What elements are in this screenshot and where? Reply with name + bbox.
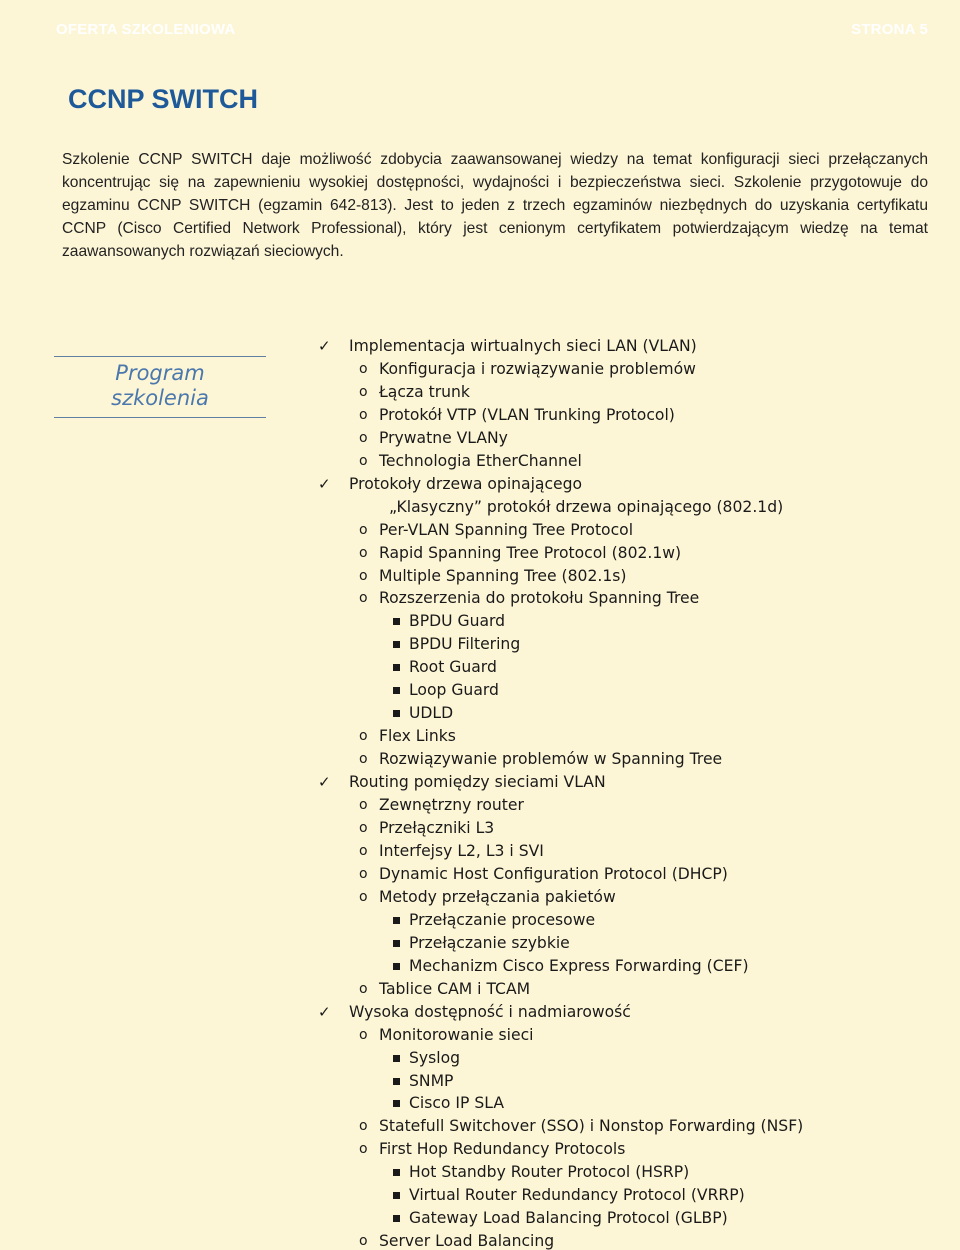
outline-detail xyxy=(318,1161,938,1184)
check-icon: ✓ xyxy=(318,474,331,493)
outline-subtopic xyxy=(318,840,938,863)
outline-item-text: Konfiguracja i rozwiązywanie problemów xyxy=(379,359,696,378)
program-heading xyxy=(54,356,266,418)
outline-item-text: Loop Guard xyxy=(409,681,499,700)
circle-bullet-icon: o xyxy=(359,1026,368,1043)
outline-subtopic xyxy=(318,519,938,542)
circle-bullet-icon: o xyxy=(359,383,368,400)
intro-paragraph: Szkolenie CCNP SWITCH daje możliwość zdobycia zaawansowanej wiedzy na temat konfiguracji sieci przełączanych koncentrując się na zapewnieniu wysokiej dostępności, wydajności i bezpieczeństwa sieci. Szkolenie przygotowuje do egzaminu CCNP SWITCH (egzamin 642-813). Jest to jeden z trzech egzaminów niezbędnych do uzyskania certyfikatu CCNP (Cisco Certified Network Professional), który jest cenionym certyfikatem potwierdzającym wiedzę na temat zaawansowanych rozwiązań sieciowych. xyxy=(62,151,928,260)
outline-subtopic xyxy=(318,542,938,565)
outline-item-text: Protokół VTP (VLAN Trunking Protocol) xyxy=(379,405,675,424)
outline-item-text: Per-VLAN Spanning Tree Protocol xyxy=(379,520,634,539)
outline-item-text: Łącza trunk xyxy=(379,382,470,401)
outline-item-text: Zewnętrzny router xyxy=(379,796,524,815)
outline-detail xyxy=(318,909,938,932)
circle-bullet-icon: o xyxy=(359,980,368,997)
outline-item-text: Gateway Load Balancing Protocol (GLBP) xyxy=(409,1209,728,1228)
outline-item-text: Routing pomiędzy sieciami VLAN xyxy=(349,773,606,792)
outline-item-text: Protokoły drzewa opinającego xyxy=(349,474,583,493)
outline-detail xyxy=(318,702,938,725)
circle-bullet-icon: o xyxy=(359,360,368,377)
circle-bullet-icon: o xyxy=(359,1118,368,1135)
outline-subtopic xyxy=(318,1024,938,1047)
circle-bullet-icon: o xyxy=(359,728,368,745)
outline-detail xyxy=(318,955,938,978)
square-bullet-icon xyxy=(393,664,400,671)
outline-item-text: BPDU Filtering xyxy=(409,635,521,654)
outline-item-text: Przełączanie szybkie xyxy=(409,933,570,952)
outline-detail xyxy=(318,679,938,702)
square-bullet-icon xyxy=(393,1100,400,1107)
outline-subtopic xyxy=(318,1138,938,1161)
outline-item-text: Hot Standby Router Protocol (HSRP) xyxy=(409,1163,690,1182)
square-bullet-icon xyxy=(393,1169,400,1176)
circle-bullet-icon: o xyxy=(359,590,368,607)
outline-item-text: SNMP xyxy=(409,1071,454,1090)
outline-item-text: Rozwiązywanie problemów w Spanning Tree xyxy=(379,750,723,769)
outline-item-text: Rapid Spanning Tree Protocol (802.1w) xyxy=(379,543,682,562)
outline-item-text: Syslog xyxy=(409,1048,461,1067)
square-bullet-icon xyxy=(393,917,400,924)
outline-topic xyxy=(318,1001,938,1024)
outline-subtopic xyxy=(318,358,938,381)
outline-item-text: Technologia EtherChannel xyxy=(379,451,582,470)
outline-detail xyxy=(318,1207,938,1230)
outline-item-text: Implementacja wirtualnych sieci LAN (VLAN) xyxy=(349,337,697,355)
page-header xyxy=(6,6,954,52)
program-heading-line2: szkolenia xyxy=(111,386,209,410)
outline-detail xyxy=(318,656,938,679)
square-bullet-icon xyxy=(393,641,400,648)
circle-bullet-icon: o xyxy=(359,1233,368,1250)
page-title: CCNP SWITCH xyxy=(68,84,259,114)
outline-item-text: Flex Links xyxy=(379,727,456,746)
circle-bullet-icon: o xyxy=(359,544,368,561)
outline-subtopic xyxy=(318,427,938,450)
outline-item-text: Virtual Router Redundancy Protocol (VRRP) xyxy=(409,1186,745,1205)
square-bullet-icon xyxy=(393,710,400,717)
outline-subtopic xyxy=(318,817,938,840)
outline-subtopic xyxy=(318,381,938,404)
outline-topic xyxy=(318,473,938,496)
outline-item-text: Wysoka dostępność i nadmiarowość xyxy=(349,1002,631,1021)
outline-item-text: Root Guard xyxy=(409,658,497,677)
outline-subtopic xyxy=(318,1230,938,1250)
outline-subtopic xyxy=(318,863,938,886)
outline-item-text: Przełączanie procesowe xyxy=(409,910,596,929)
circle-bullet-icon: o xyxy=(359,1141,368,1158)
circle-bullet-icon: o xyxy=(359,865,368,882)
outline-topic xyxy=(318,771,938,794)
circle-bullet-icon: o xyxy=(359,820,368,837)
outline-item-text: „Klasyczny” protokół drzewa opinającego (802.1d) xyxy=(389,497,784,516)
outline-subtopic xyxy=(318,886,938,909)
check-icon: ✓ xyxy=(318,1002,331,1021)
outline-item-text: Statefull Switchover (SSO) i Nonstop Forwarding (NSF) xyxy=(379,1117,804,1136)
outline-topic xyxy=(318,335,938,358)
outline-detail xyxy=(318,1092,938,1115)
square-bullet-icon xyxy=(393,618,400,625)
square-bullet-icon xyxy=(393,963,400,970)
outline-subtopic xyxy=(318,565,938,588)
outline-item-text: Cisco IP SLA xyxy=(409,1094,504,1113)
check-icon: ✓ xyxy=(318,337,331,355)
outline-subtopic xyxy=(318,978,938,1001)
outline-item-text: Server Load Balancing xyxy=(379,1232,555,1250)
square-bullet-icon xyxy=(393,1055,400,1062)
circle-bullet-icon: o xyxy=(359,406,368,423)
outline-item-text: Multiple Spanning Tree (802.1s) xyxy=(379,566,627,585)
outline-item-text: Tablice CAM i TCAM xyxy=(379,979,531,998)
outline-subtopic xyxy=(318,1115,938,1138)
circle-bullet-icon: o xyxy=(359,429,368,446)
square-bullet-icon xyxy=(393,1078,400,1085)
square-bullet-icon xyxy=(393,1215,400,1222)
circle-bullet-icon: o xyxy=(359,567,368,584)
circle-bullet-icon: o xyxy=(359,452,368,469)
outline-subtopic xyxy=(318,725,938,748)
circle-bullet-icon: o xyxy=(359,751,368,768)
outline-detail xyxy=(318,1184,938,1207)
outline-subtopic xyxy=(318,496,938,519)
check-icon: ✓ xyxy=(318,773,331,792)
outline-item-text: Dynamic Host Configuration Protocol (DHCP) xyxy=(379,864,728,883)
square-bullet-icon xyxy=(393,1192,400,1199)
outline-item-text: UDLD xyxy=(409,704,454,723)
outline-subtopic xyxy=(318,450,938,473)
outline-item-text: Monitorowanie sieci xyxy=(379,1025,534,1044)
outline-item-text: Interfejsy L2, L3 i SVI xyxy=(379,841,544,860)
outline-detail xyxy=(318,633,938,656)
circle-bullet-icon: o xyxy=(359,888,368,905)
outline-subtopic xyxy=(318,404,938,427)
outline-item-text: Metody przełączania pakietów xyxy=(379,887,616,906)
program-heading-line1: Program xyxy=(115,361,205,385)
outline-detail xyxy=(318,610,938,633)
outline-item-text: Przełączniki L3 xyxy=(379,819,495,838)
outline-detail xyxy=(318,932,938,955)
outline-detail xyxy=(318,1070,938,1093)
outline-subtopic xyxy=(318,587,938,610)
outline-item-text: Mechanizm Cisco Express Forwarding (CEF) xyxy=(409,956,749,975)
square-bullet-icon xyxy=(393,940,400,947)
outline-item-text: BPDU Guard xyxy=(409,612,506,631)
header-title: OFERTA SZKOLENIOWA xyxy=(56,20,236,38)
outline-subtopic xyxy=(318,748,938,771)
page-number: STRONA 5 xyxy=(851,20,928,38)
outline-item-text: Rozszerzenia do protokołu Spanning Tree xyxy=(379,589,700,608)
course-outline xyxy=(318,335,938,1250)
outline-subtopic xyxy=(318,794,938,817)
circle-bullet-icon: o xyxy=(359,797,368,814)
circle-bullet-icon: o xyxy=(359,521,368,538)
outline-detail xyxy=(318,1047,938,1070)
square-bullet-icon xyxy=(393,687,400,694)
circle-bullet-icon: o xyxy=(359,842,368,859)
outline-item-text: First Hop Redundancy Protocols xyxy=(379,1140,626,1159)
outline-item-text: Prywatne VLANy xyxy=(379,428,508,447)
